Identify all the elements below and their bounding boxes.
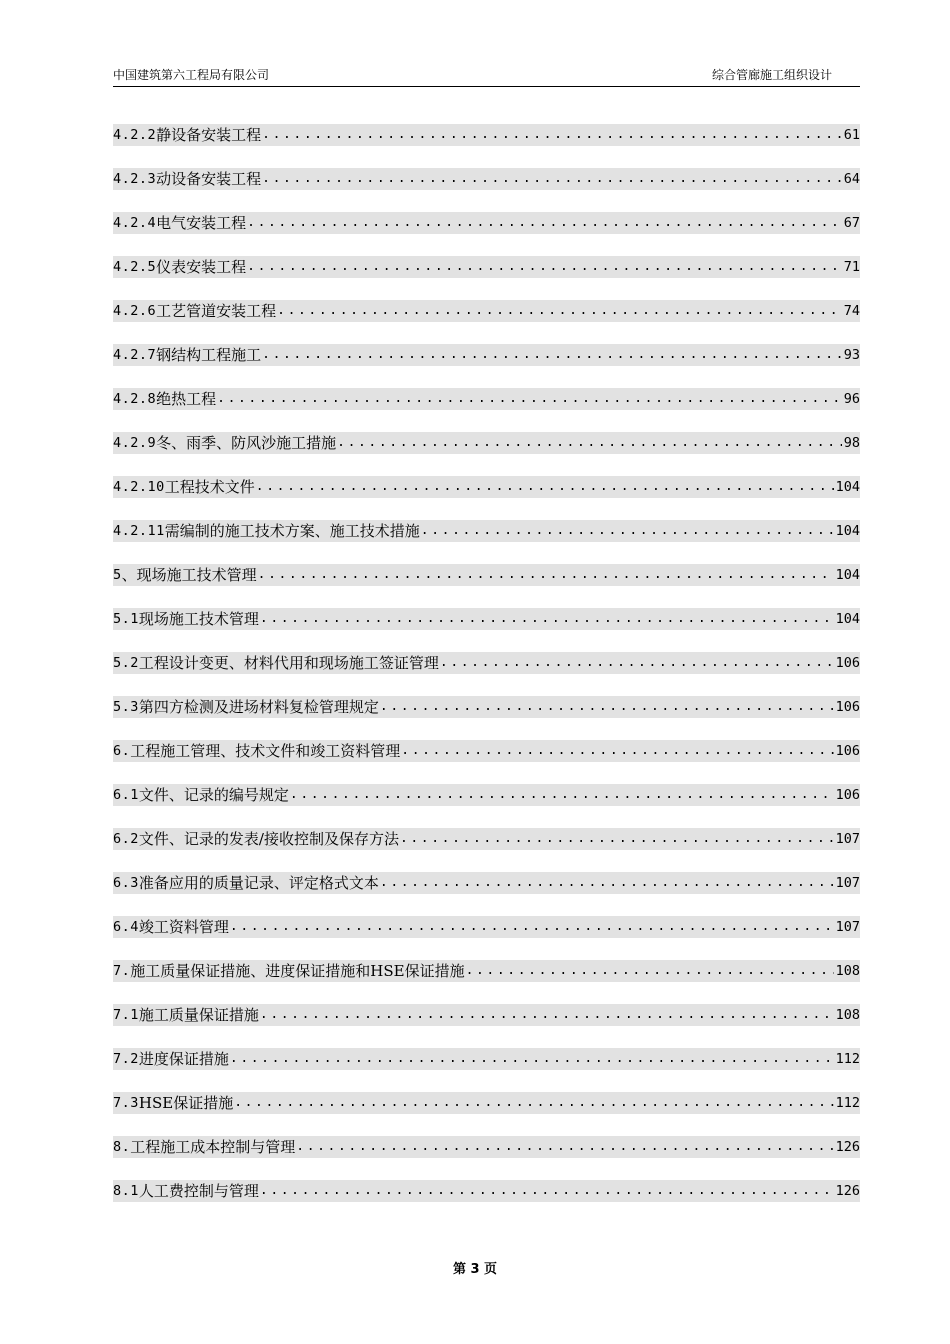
toc-entry-page: 108 xyxy=(835,963,860,979)
toc-entry-page: 104 xyxy=(835,479,860,495)
toc-entry-page: 126 xyxy=(835,1183,860,1199)
toc-dot-leader xyxy=(400,740,833,762)
toc-entry[interactable] xyxy=(113,520,860,542)
toc-entry-title: 工程施工成本控制与管理 xyxy=(130,1138,296,1156)
toc-entry-title: 准备应用的质量记录、评定格式文本 xyxy=(138,874,379,892)
toc-entry-page: 61 xyxy=(843,127,860,143)
toc-entry-title: 绝热工程 xyxy=(156,390,217,408)
toc-entry-number: 6.3 xyxy=(113,875,139,891)
toc-entry[interactable] xyxy=(113,916,860,938)
toc-entry[interactable] xyxy=(113,256,860,278)
toc-entry-title: 人工费控制与管理 xyxy=(138,1182,259,1200)
toc-entry-page: 107 xyxy=(835,919,860,935)
toc-entry-title: 第四方检测及进场材料复检管理规定 xyxy=(138,698,379,716)
toc-entry-number: 4.2.4 xyxy=(113,215,157,231)
toc-entry-page: 64 xyxy=(843,171,860,187)
toc-entry-page: 106 xyxy=(835,743,860,759)
toc-entry-title: 动设备安装工程 xyxy=(156,170,262,188)
toc-entry-title: HSE保证措施 xyxy=(138,1094,234,1112)
toc-entry[interactable] xyxy=(113,124,860,146)
toc-dot-leader xyxy=(259,1180,834,1202)
toc-entry-number: 5 xyxy=(113,567,122,583)
toc-entry-title: 电气安装工程 xyxy=(156,214,247,232)
toc-entry-page: 74 xyxy=(843,303,860,319)
toc-entry-number: 8. xyxy=(113,1139,131,1155)
toc-entry-number: 7.1 xyxy=(113,1007,139,1023)
toc-entry-title: 施工质量保证措施、进度保证措施和HSE保证措施 xyxy=(130,962,465,980)
toc-entry-number: 4.2.5 xyxy=(113,259,157,275)
toc-entry-number: 4.2.10 xyxy=(113,479,165,495)
toc-entry[interactable] xyxy=(113,300,860,322)
toc-dot-leader xyxy=(259,1004,834,1026)
toc-entry-number: 6.2 xyxy=(113,831,139,847)
toc-entry-page: 96 xyxy=(843,391,860,407)
toc-entry-page: 67 xyxy=(843,215,860,231)
toc-entry[interactable] xyxy=(113,212,860,234)
toc-entry[interactable] xyxy=(113,652,860,674)
toc-dot-leader xyxy=(276,300,842,322)
toc-entry-number: 6.4 xyxy=(113,919,139,935)
toc-entry-page: 107 xyxy=(835,875,860,891)
toc-entry-page: 106 xyxy=(835,787,860,803)
toc-entry-title: 文件、记录的编号规定 xyxy=(138,786,289,804)
toc-entry-number: 6.1 xyxy=(113,787,139,803)
toc-entry-title: 施工质量保证措施 xyxy=(138,1006,259,1024)
toc-entry-number: 5.1 xyxy=(113,611,139,627)
toc-entry-page: 104 xyxy=(835,567,860,583)
toc-dot-leader xyxy=(420,520,834,542)
toc-entry[interactable] xyxy=(113,696,860,718)
toc-dot-leader xyxy=(246,256,842,278)
toc-entry-title: 工程设计变更、材料代用和现场施工签证管理 xyxy=(138,654,439,672)
toc-entry-page: 112 xyxy=(835,1051,860,1067)
toc-entry[interactable] xyxy=(113,828,860,850)
toc-entry-title: 冬、雨季、防风沙施工措施 xyxy=(156,434,337,452)
toc-dot-leader xyxy=(229,1048,834,1070)
toc-dot-leader xyxy=(246,212,842,234)
toc-dot-leader xyxy=(399,828,834,850)
toc-entry-number: 6. xyxy=(113,743,131,759)
toc-dot-leader xyxy=(336,432,842,454)
toc-entry[interactable] xyxy=(113,1004,860,1026)
toc-dot-leader xyxy=(295,1136,833,1158)
toc-entry[interactable] xyxy=(113,872,860,894)
toc-entry-number: 4.2.11 xyxy=(113,523,165,539)
toc-entry-page: 104 xyxy=(835,523,860,539)
toc-entry-page: 98 xyxy=(843,435,860,451)
toc-entry-page: 126 xyxy=(835,1139,860,1155)
toc-entry-page: 93 xyxy=(843,347,860,363)
header-company: 中国建筑第六工程局有限公司 xyxy=(113,68,270,82)
toc-entry[interactable] xyxy=(113,432,860,454)
header-document-title: 综合管廊施工组织设计 xyxy=(711,68,832,82)
toc-entry-title: 需编制的施工技术方案、施工技术措施 xyxy=(164,522,420,540)
toc-entry-title: 文件、记录的发表/接收控制及保存方法 xyxy=(138,830,399,848)
toc-dot-leader xyxy=(379,696,834,718)
toc-entry[interactable] xyxy=(113,1092,860,1114)
page-number: 第 3 页 xyxy=(452,1262,498,1277)
toc-dot-leader xyxy=(261,168,842,190)
toc-entry[interactable] xyxy=(113,960,860,982)
toc-entry-title: 仪表安装工程 xyxy=(156,258,247,276)
toc-entry[interactable] xyxy=(113,1180,860,1202)
toc-entry-number: 4.2.6 xyxy=(113,303,157,319)
toc-entry-page: 106 xyxy=(835,655,860,671)
toc-entry-title: 工程施工管理、技术文件和竣工资料管理 xyxy=(130,742,401,760)
toc-dot-leader xyxy=(229,916,834,938)
toc-entry[interactable] xyxy=(113,1048,860,1070)
toc-entry-number: 5.3 xyxy=(113,699,139,715)
toc-entry-title: 钢结构工程施工 xyxy=(156,346,262,364)
toc-dot-leader xyxy=(259,608,834,630)
toc-dot-leader xyxy=(379,872,834,894)
toc-dot-leader xyxy=(261,344,842,366)
toc-entry-title: 工艺管道安装工程 xyxy=(156,302,277,320)
toc-dot-leader xyxy=(465,960,834,982)
toc-entry-number: 7.2 xyxy=(113,1051,139,1067)
toc-entry-title: 、现场施工技术管理 xyxy=(121,566,257,584)
toc-entry-title: 现场施工技术管理 xyxy=(138,610,259,628)
toc-entry-number: 5.2 xyxy=(113,655,139,671)
page-header xyxy=(113,66,860,87)
toc-dot-leader xyxy=(439,652,834,674)
toc-entry-page: 104 xyxy=(835,611,860,627)
toc-entry-number: 4.2.3 xyxy=(113,171,157,187)
toc-dot-leader xyxy=(216,388,842,410)
toc-entry-number: 4.2.7 xyxy=(113,347,157,363)
toc-entry[interactable] xyxy=(113,564,860,586)
toc-entry-title: 竣工资料管理 xyxy=(138,918,229,936)
toc-dot-leader xyxy=(289,784,834,806)
toc-entry-number: 4.2.8 xyxy=(113,391,157,407)
toc-dot-leader xyxy=(261,124,842,146)
toc-entry-page: 112 xyxy=(835,1095,860,1111)
toc-entry-page: 71 xyxy=(843,259,860,275)
toc-entry-page: 107 xyxy=(835,831,860,847)
toc-dot-leader xyxy=(233,1092,833,1114)
toc-entry[interactable] xyxy=(113,608,860,630)
toc-entry[interactable] xyxy=(113,344,860,366)
toc-entry-number: 4.2.2 xyxy=(113,127,157,143)
toc-entry-title: 工程技术文件 xyxy=(164,478,255,496)
toc-entry-page: 108 xyxy=(835,1007,860,1023)
toc-entry-number: 7. xyxy=(113,963,131,979)
toc-entry-number: 4.2.9 xyxy=(113,435,157,451)
toc-entry[interactable] xyxy=(113,476,860,498)
toc-entry[interactable] xyxy=(113,168,860,190)
toc-entry[interactable] xyxy=(113,388,860,410)
toc-entry-page: 106 xyxy=(835,699,860,715)
toc-dot-leader xyxy=(255,476,834,498)
toc-dot-leader xyxy=(257,564,834,586)
toc-entry-number: 7.3 xyxy=(113,1095,139,1111)
toc-entry-number: 8.1 xyxy=(113,1183,139,1199)
toc-entry-title: 静设备安装工程 xyxy=(156,126,262,144)
toc-entry[interactable] xyxy=(113,740,860,762)
table-of-contents xyxy=(113,124,860,1224)
toc-entry[interactable] xyxy=(113,1136,860,1158)
toc-entry[interactable] xyxy=(113,784,860,806)
toc-entry-title: 进度保证措施 xyxy=(138,1050,229,1068)
